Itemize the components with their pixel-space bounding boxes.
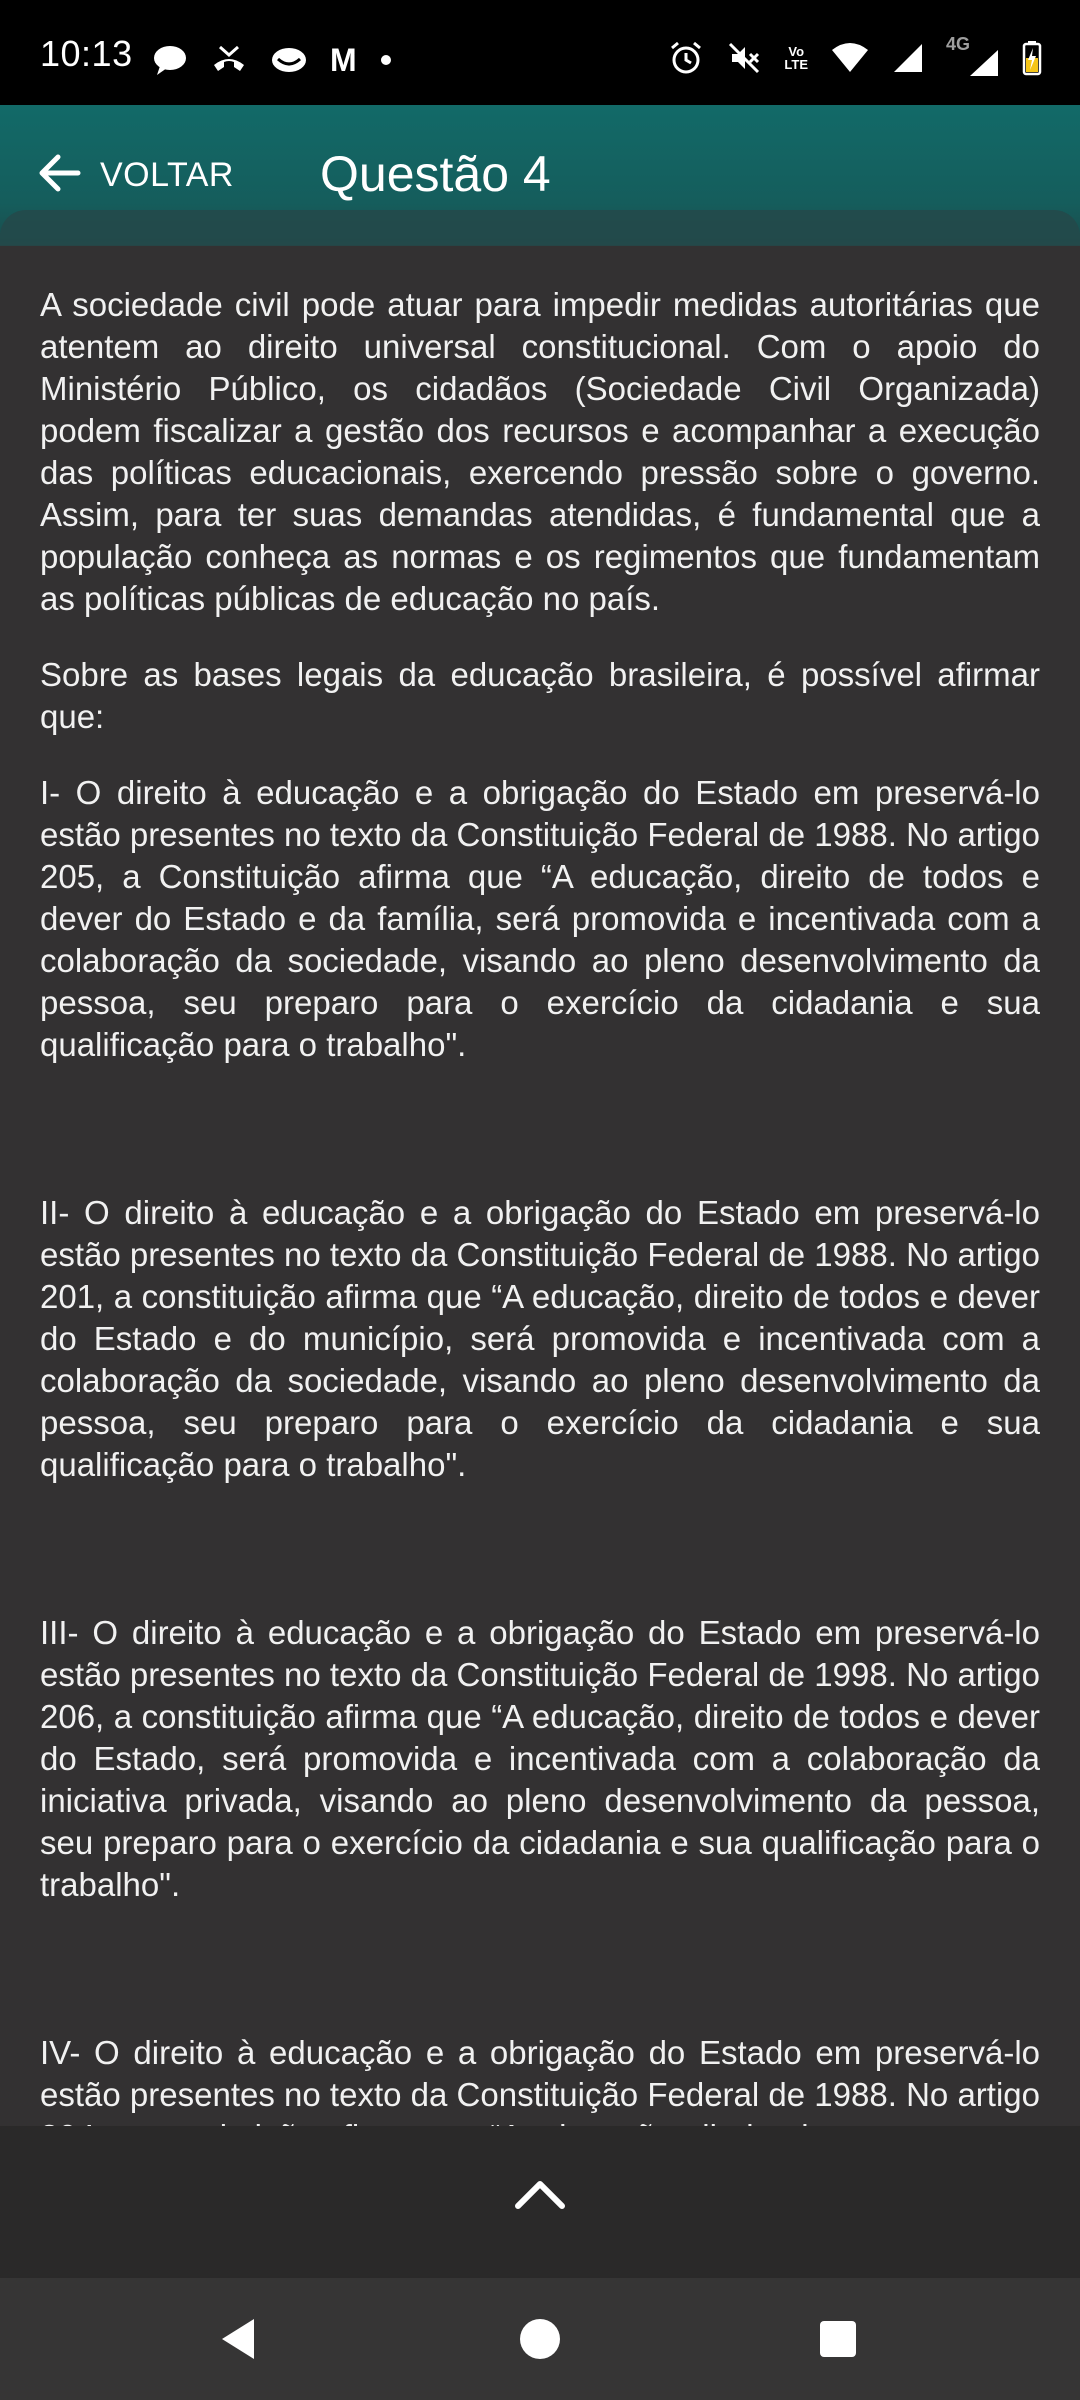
page-title: Questão 4 bbox=[320, 146, 551, 202]
status-bar bbox=[0, 0, 1080, 105]
nav-back-button[interactable] bbox=[210, 2309, 270, 2369]
status-time: 10:13 bbox=[40, 33, 133, 74]
volte-label: Vo bbox=[788, 44, 805, 59]
lte-label: LTE bbox=[784, 57, 808, 72]
vibrate-off-icon bbox=[726, 40, 762, 76]
content-sheet-edge bbox=[0, 210, 1080, 246]
statement-1: I- O direito à educação e a obrigação do Estado em preservá-lo estão presentes no texto da Constituição Federal de 1988. No artigo 205, a Constituição afirma que “A educação, direito de todos e dever do Estado e da família, será promovida e incentivada com a colaboração da sociedade, visando ao pleno desenvolvimento da pessoa, seu preparo para o exercício da cidadania e sua qualificação para o trabalho". bbox=[40, 774, 1040, 1063]
network-type-label: 4G bbox=[946, 34, 971, 54]
battery-charging-icon bbox=[1022, 40, 1042, 76]
signal-icon bbox=[892, 42, 924, 74]
notification-icons bbox=[152, 40, 393, 80]
back-button[interactable] bbox=[36, 145, 234, 205]
gmail-icon: M bbox=[330, 42, 357, 78]
back-label: VOLTAR bbox=[100, 155, 234, 194]
question-context-text: A sociedade civil pode atuar para impedir medidas autoritárias que atentem ao direito universal constitucional. Com o apoio do Ministério Público, os cidadãos (Sociedade Civil Organizada) podem fiscalizar a gestão dos recursos e acompanhar a execução das políticas educacionais, exercendo pressão sobre o governo. Assim, para ter suas demandas atendidas, é fundamental que a população conheça as normas e os regimentos que fundamentam as políticas públicas de educação no país. bbox=[40, 286, 1040, 617]
back-triangle-icon bbox=[210, 2309, 270, 2369]
system-status-icons bbox=[668, 36, 1042, 80]
volte-icon bbox=[784, 45, 808, 71]
statement-3: III- O direito à educação e a obrigação do Estado em preservá-lo estão presentes no texto da Constituição Federal de 1998. No artigo 206, a constituição afirma que “A educação, direito de todos e dever do Estado, será promovida e incentivada com a colaboração da iniciativa privada, visando ao pleno desenvolvimento da pessoa, seu preparo para o exercício da cidadania e sua qualificação para o trabalho". bbox=[40, 1614, 1040, 1903]
more-notifications-dot-icon bbox=[379, 53, 393, 67]
alarm-icon bbox=[668, 40, 704, 76]
home-circle-icon bbox=[510, 2309, 570, 2369]
signal-4g-icon bbox=[946, 34, 1000, 78]
question-prompt-text: Sobre as bases legais da educação brasileira, é possível afirmar que: bbox=[40, 656, 1040, 735]
wifi-icon bbox=[830, 42, 870, 74]
statement-2: II- O direito à educação e a obrigação do Estado em preservá-lo estão presentes no texto da Constituição Federal de 1988. No artigo 201, a constituição afirma que “A educação, direito de todos e dever do Estado e do município, será promovida e incentivada com a colaboração da sociedade, visando ao pleno desenvolvimento da pessoa, seu preparo para o exercício da cidadania e sua qualificação para o trabalho". bbox=[40, 1194, 1040, 1483]
expand-answers-button[interactable] bbox=[510, 2166, 570, 2226]
statement-4: IV- O direito à educação e a obrigação do Estado em preservá-lo estão presentes no texto da Constituição Federal de 1988. No artigo bbox=[40, 2034, 1040, 2113]
arrow-left-icon bbox=[36, 153, 82, 198]
nav-recents-button[interactable] bbox=[808, 2309, 868, 2369]
system-nav-bar bbox=[0, 2278, 1080, 2400]
missed-call-icon bbox=[210, 43, 248, 77]
chat-bubble-icon bbox=[152, 44, 188, 76]
recents-square-icon bbox=[808, 2309, 868, 2369]
answers-panel bbox=[0, 2126, 1080, 2278]
chat-app-icon bbox=[270, 45, 308, 75]
question-content[interactable] bbox=[40, 284, 1040, 2126]
nav-home-button[interactable] bbox=[510, 2309, 570, 2369]
chevron-up-icon bbox=[510, 2213, 570, 2230]
